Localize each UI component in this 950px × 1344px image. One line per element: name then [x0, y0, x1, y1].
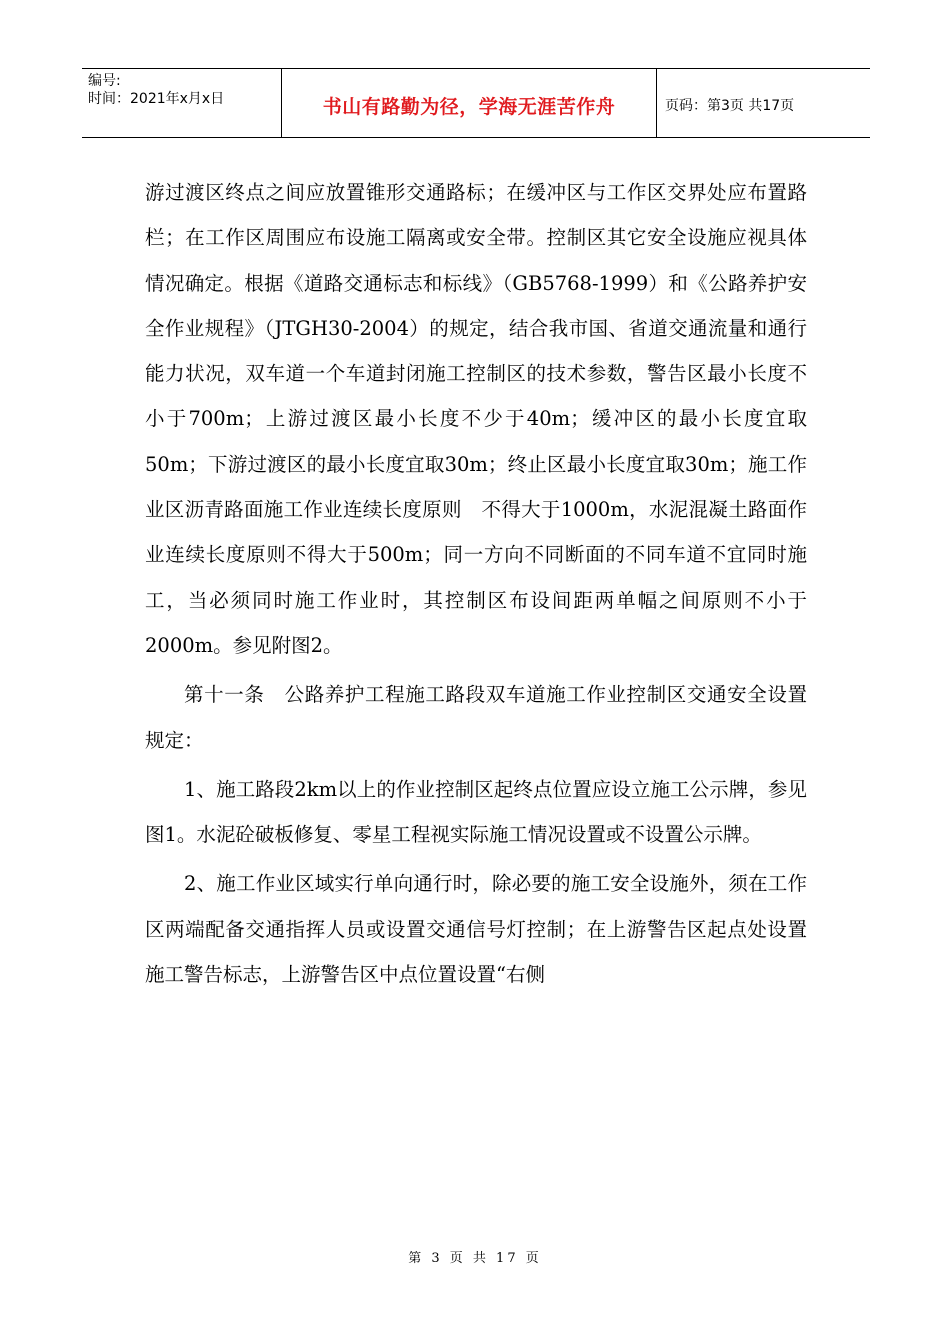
page-header — [82, 68, 870, 138]
header-page-info: 页码：第3页 共17页 — [665, 98, 795, 114]
paragraph-item-1: 1、施工路段2km以上的作业控制区起终点位置应设立施工公示牌，参见图1。水泥砼破板修复、零星工程视实际施工情况设置或不设置公示牌。 — [145, 777, 807, 847]
paragraph-item-2: 2、施工作业区域实行单向通行时，除必要的施工安全设施外，须在工作区两端配备交通指挥人员或设置交通信号灯控制；在上游警告区起点处设置施工警告标志，上游警告区中点位置设置“右侧 — [145, 872, 807, 987]
header-meta-cell — [82, 69, 282, 137]
header-page-cell — [657, 69, 870, 137]
serial-number-label: 编号: — [88, 73, 121, 89]
paragraph-article-11: 第十一条 公路养护工程施工路段双车道施工作业控制区交通安全设置规定： — [145, 683, 807, 752]
document-body — [145, 170, 807, 997]
header-motto: 书山有路勤为径，学海无涯苦作舟 — [322, 95, 616, 118]
date-label: 时间：2021年x月x日 — [88, 91, 225, 107]
header-motto-cell — [282, 69, 657, 137]
paragraph: 游过渡区终点之间应放置锥形交通路标；在缓冲区与工作区交界处应布置路栏；在工作区周围应布设施工隔离或安全带。控制区其它安全设施应视具体情况确定。根据《道路交通标志和标线》（GB5768-1999）和《公路养护安全作业规程》（JTGH30-2004）的规定，结合我市国、省道交通流量和通行能力状况，双车道一个车道封闭施工控制区的技术参数，警告区最小长度不小于700m；上游过渡区最小长度不少于40m；缓冲区的最小长度宜取50m；下游过渡区的最小长度宜取30m；终止区最小长度宜取30m；施工作业区沥青路面施工作业连续长度原则 不得大于1000m，水泥混凝土路面作业连续长度原则不得大于500m；同一方向不同断面的不同车道不宜同时施工，当必须同时施工作业时，其控制区布设间距两单幅之间原则不小于2000m。参见附图2。 — [145, 181, 807, 657]
page-footer: 第 3 页 共 17 页 — [408, 1251, 542, 1266]
